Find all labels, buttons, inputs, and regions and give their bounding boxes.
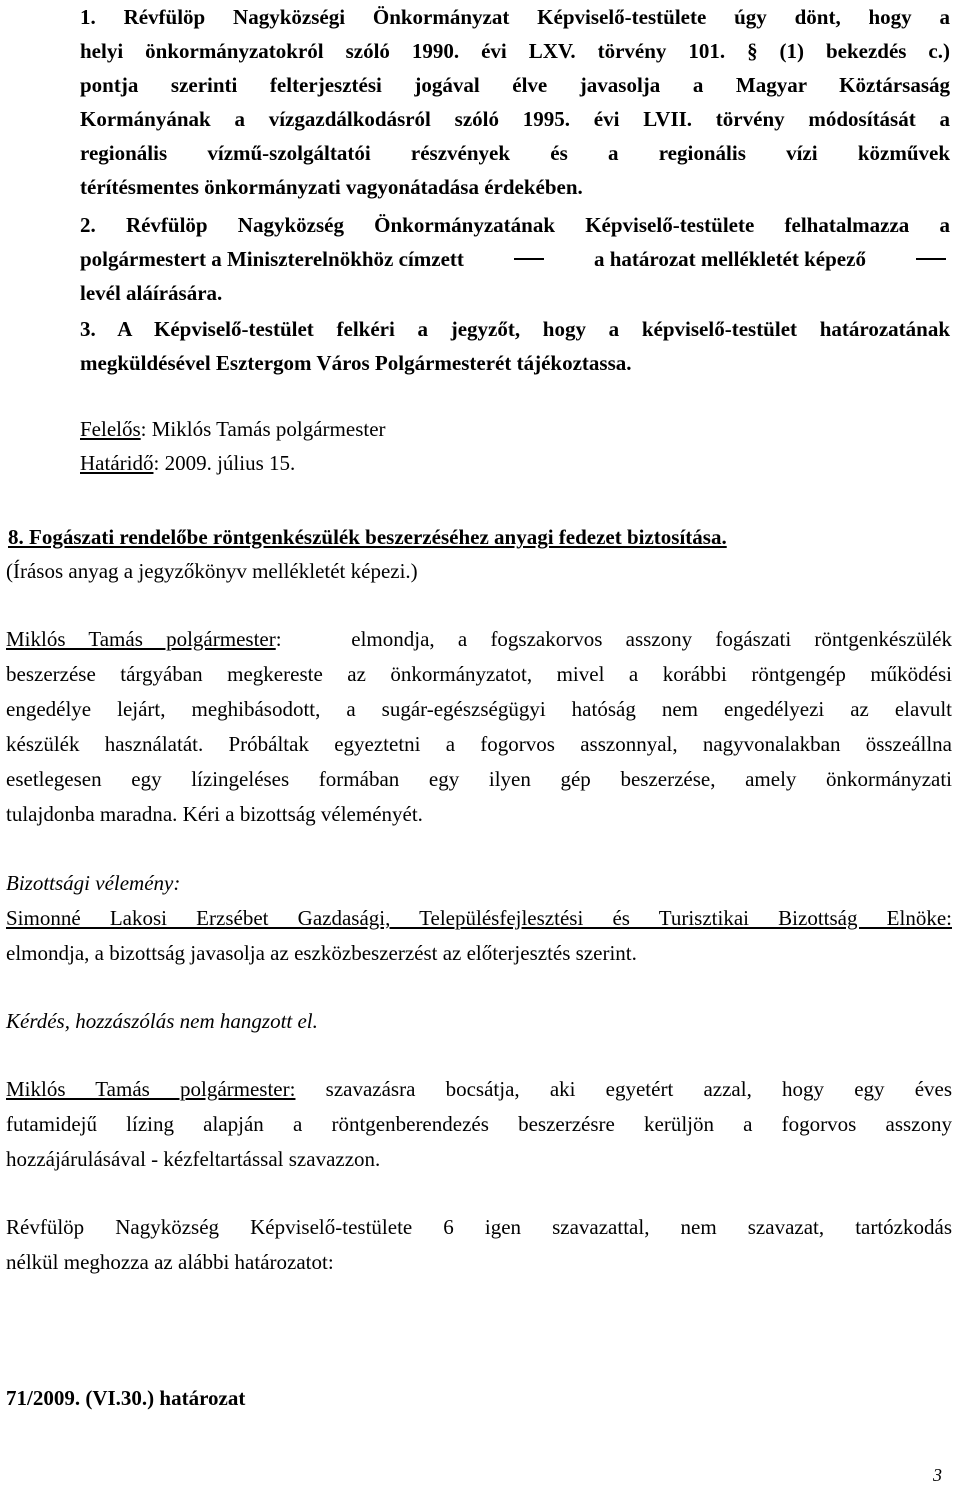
- resolution-item-1: [80, 0, 950, 204]
- dash-mark: [514, 258, 544, 260]
- text-line: Miklós Tamás polgármester: elmondja, a fogszakorvos asszony fogászati röntgenkészülék: [6, 627, 952, 651]
- text-line: megküldésével Esztergom Város Polgármesterét tájékoztassa.: [80, 351, 632, 375]
- text-line: hozzájárulásával - kézfeltartással szavazzon.: [6, 1147, 381, 1171]
- resolution-item-2: [80, 208, 950, 310]
- deadline-label: Határidő: [80, 451, 154, 475]
- text-line: regionális vízmű-szolgáltatói részvények és a regionális vízi közművek: [80, 141, 950, 165]
- vote-result: [6, 1210, 952, 1280]
- section-8: [6, 520, 952, 588]
- speech-mayor-1: [6, 622, 952, 832]
- text-segment: szavazásra bocsátja, aki egyetért azzal, hogy egy éves: [325, 1077, 953, 1101]
- responsible-label: Felelős: [80, 417, 141, 441]
- text-line: térítésmentes önkormányzati vagyonátadása érdekében.: [80, 175, 583, 199]
- committee-text: elmondja, a bizottság javasolja az eszközbeszerzést az előterjesztés szerint.: [6, 941, 637, 965]
- text-line: 2. Révfülöp Nagyközség Önkormányzatának Képviselő-testülete felhatalmazza a: [80, 213, 950, 237]
- text-segment: polgármestert a Miniszterelnökhöz címzett: [80, 247, 464, 271]
- text-line: 3. A Képviselő-testület felkéri a jegyzőt, hogy a képviselő-testület határozatának: [80, 317, 950, 341]
- text-line: készülék használatát. Próbáltak egyeztetni a fogorvos asszonnyal, nagyvonalakban összeállna: [6, 732, 952, 756]
- text-line: futamidejű lízing alapján a röntgenberendezés beszerzésre kerüljön a fogorvos asszony: [6, 1112, 952, 1136]
- resolution-item-3: [80, 312, 950, 380]
- text-line: pontja szerinti felterjesztési jogával élve javasolja a Magyar Köztársaság: [80, 73, 950, 97]
- no-questions: [6, 1004, 952, 1038]
- speaker-name: Miklós Tamás polgármester:: [6, 1077, 296, 1101]
- text-segment: a határozat mellékletét képező: [594, 247, 866, 271]
- speaker-name: Miklós Tamás polgármester: [6, 627, 276, 651]
- responsible-line: [80, 412, 950, 446]
- text-line: 1. Révfülöp Nagyközségi Önkormányzat Képviselő-testülete úgy dönt, hogy a: [80, 5, 950, 29]
- committee-speaker: Simonné Lakosi Erzsébet Gazdasági, Településfejlesztési és Turisztikai Bizottság Elnöke:: [6, 906, 952, 930]
- text-line: engedélye lejárt, meghibásodott, a sugár-egészségügyi hatóság nem engedélyezi az elavult: [6, 697, 952, 721]
- committee-label: Bizottsági vélemény:: [6, 871, 181, 895]
- responsibility-block: [80, 412, 950, 480]
- section-heading: 8. Fogászati rendelőbe röntgenkészülék beszerzéséhez anyagi fedezet biztosítása.: [8, 525, 727, 549]
- text-line: helyi önkormányzatokról szóló 1990. évi LXV. törvény 101. § (1) bekezdés c.): [80, 39, 950, 63]
- text-line: esetlegesen egy lízingeléses formában egy ilyen gép beszerzése, amely önkormányzati: [6, 767, 952, 791]
- text-line: tulajdonba maradna. Kéri a bizottság véleményét.: [6, 802, 423, 826]
- no-questions-text: Kérdés, hozzászólás nem hangzott el.: [6, 1009, 318, 1033]
- speech-mayor-2: [6, 1072, 952, 1177]
- text-line: [80, 242, 950, 276]
- text-line: beszerzése tárgyában megkereste az önkormányzatot, mivel a korábbi röntgengép működési: [6, 662, 952, 686]
- dash-mark: [916, 258, 946, 260]
- responsible-value: : Miklós Tamás polgármester: [140, 417, 386, 441]
- deadline-line: [80, 446, 950, 480]
- text-line: levél aláírására.: [80, 281, 223, 305]
- page-number: 3: [933, 1465, 942, 1485]
- committee-opinion: [6, 866, 952, 971]
- text-line: nélkül meghozza az alábbi határozatot:: [6, 1250, 334, 1274]
- deadline-value: : 2009. július 15.: [153, 451, 296, 475]
- text-line: [6, 1072, 952, 1107]
- text-segment: elmondja, a fogszakorvos asszony fogászati röntgenkészülék: [351, 627, 952, 651]
- resolution-number-text: 71/2009. (VI.30.) határozat: [6, 1386, 246, 1410]
- section-note: (Írásos anyag a jegyzőkönyv mellékletét képezi.): [6, 559, 418, 583]
- text-line: Kormányának a vízgazdálkodásról szóló 1995. évi LVII. törvény módosítását a: [80, 107, 950, 131]
- text-line: Révfülöp Nagyközség Képviselő-testülete 6 igen szavazattal, nem szavazat, tartózkodás: [6, 1215, 952, 1239]
- resolution-number: [6, 1381, 952, 1415]
